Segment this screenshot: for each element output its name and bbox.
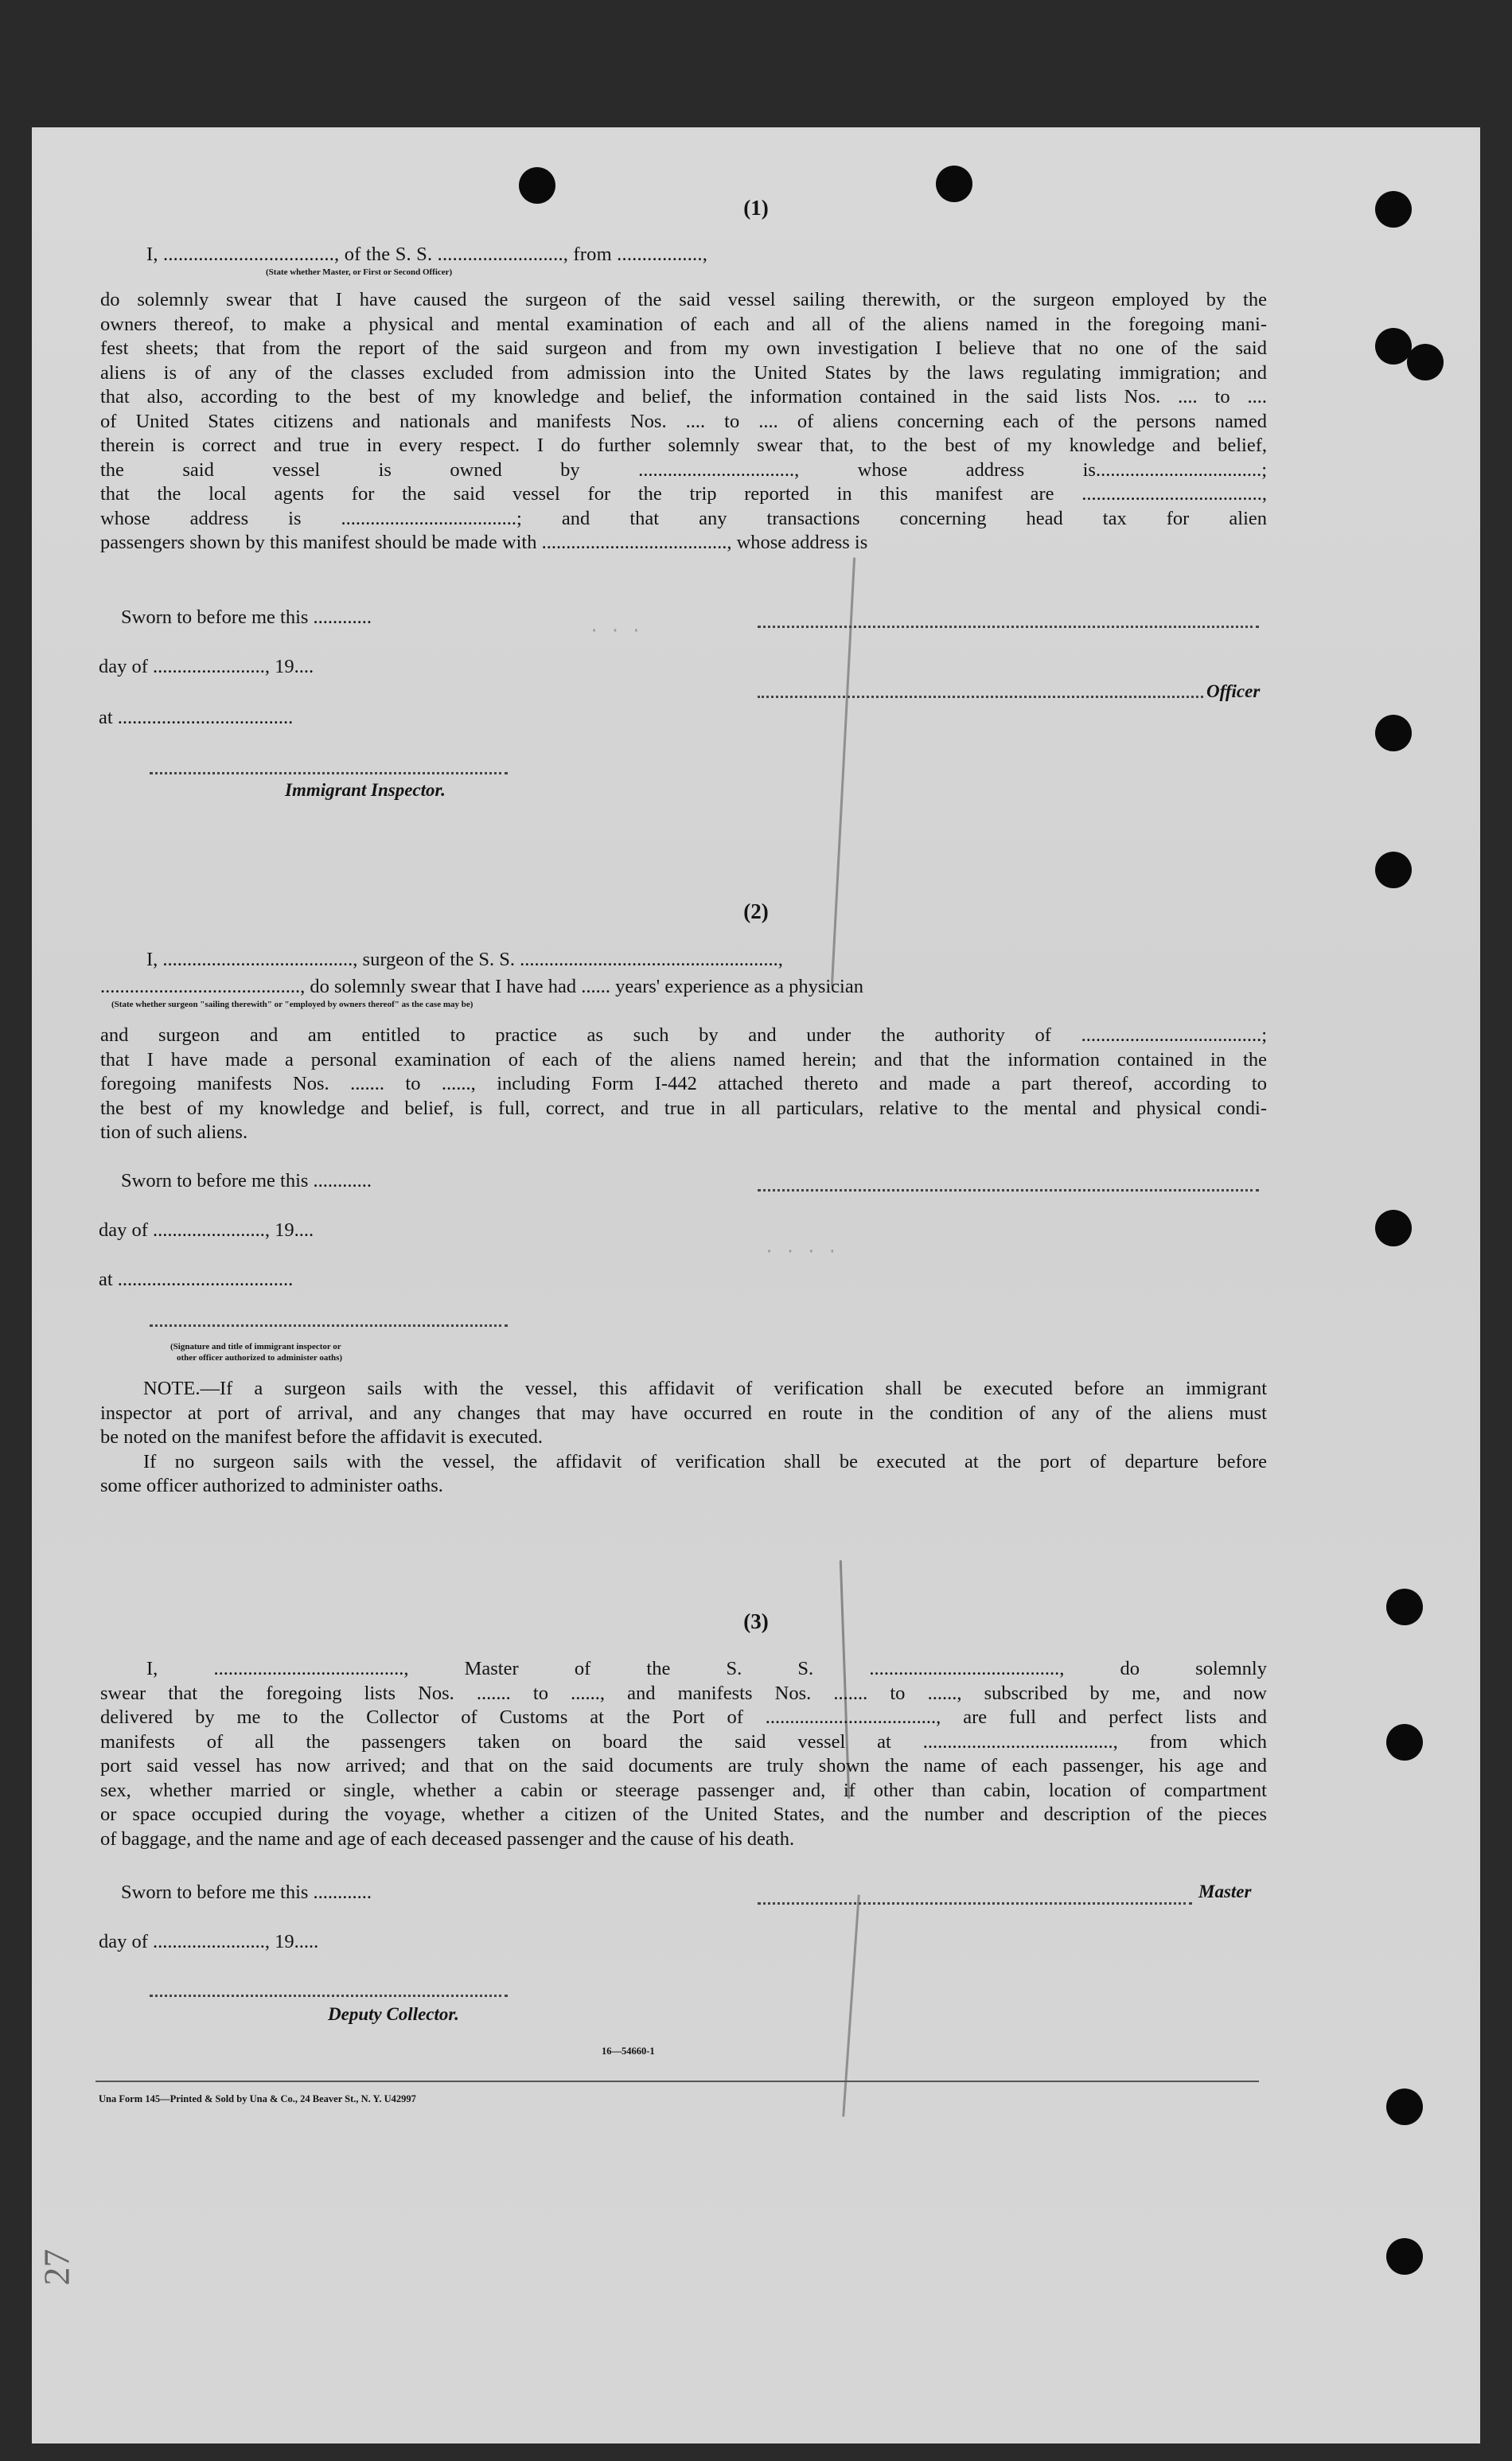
paragraph-line: I, ......................................., Master of the S. S. ......................................., do solemnly [146,1658,1267,1679]
section-1-number: (1) [743,196,769,220]
paragraph-line: owners thereof, to make a physical and mental examination of each and all of the aliens named in the foregoing mani- [100,313,1267,335]
punch-hole [1407,344,1444,380]
paragraph-line: tion of such aliens. [100,1121,248,1143]
paragraph-line: manifests of all the passengers taken on board the said vessel at ......................................., from which [100,1730,1267,1753]
section-2-note [100,1377,1267,1499]
punch-hole [1375,852,1412,888]
signature-line [150,1324,508,1327]
paragraph-line: aliens is of any of the classes excluded from admission into the United States by the laws regulating immigration; and [100,361,1267,384]
paragraph-line: of baggage, and the name and age of each deceased passenger and the cause of his death. [100,1827,795,1850]
punch-hole [1386,2089,1423,2125]
paragraph-line: port said vessel has now arrived; and that on the said documents are truly shown the name of each passenger, his age and [100,1755,1267,1777]
punch-hole [1375,328,1412,365]
signature-line [758,626,1259,628]
at-line: at .................................... [99,707,294,728]
margin-handwriting: 27 [36,2248,77,2286]
deputy-collector-label: Deputy Collector. [328,2004,459,2024]
section-1-paragraph [100,288,1267,556]
paragraph-line: do solemnly swear that I have caused the surgeon of the said vessel sailing therewith, or the surgeon employed by the [100,289,1267,310]
paragraph-line: delivered by me to the Collector of Customs at the Port of ..................................., are full and perfect lists and [100,1706,1267,1728]
section-1-intro: I, .................................., of the S. S. ........................., from ................., [146,244,708,265]
paragraph-line: sex, whether married or single, whether a cabin or steerage passenger and, if other than cabin, location of compartment [100,1779,1267,1801]
day-of-line: day of ......................., 19.... [99,656,314,677]
paragraph-line: that the local agents for the said vessel for the trip reported in this manifest are ....................................., [100,483,1267,505]
sworn-line: Sworn to before me this ............ [121,1170,372,1191]
paragraph-line: that also, according to the best of my knowledge and belief, the information contained in the said lists Nos. .... to .... [100,386,1267,408]
at-line: at .................................... [99,1269,294,1290]
form-code: 16—54660-1 [602,2046,655,2057]
section-3-paragraph [100,1657,1267,1851]
punch-hole [1386,2238,1423,2275]
signature-line [758,696,1203,698]
section-2-paragraph [100,1024,1267,1145]
day-of-line: day of ......................., 19.... [99,1219,314,1241]
paragraph-line: or space occupied during the voyage, whether a citizen of the United States, and the number and description of the pieces [100,1804,1267,1825]
signature-line [150,772,508,774]
printer-footer: Una Form 145—Printed & Sold by Una & Co., 24 Beaver St., N. Y. U42997 [99,2093,416,2104]
note-line: be noted on the manifest before the affidavit is executed. [100,1426,544,1448]
punch-hole [1386,1724,1423,1761]
signature-line [758,1189,1259,1191]
day-of-line: day of ......................., 19..... [99,1931,319,1952]
section-2-line2: ........................................., do solemnly swear that I have had ...... years' experience as a physician [100,976,863,997]
section-2-line2-note: (State whether surgeon "sailing therewith" or "employed by owners thereof" as the case may be) [111,1000,473,1009]
paragraph-line: foregoing manifests Nos. ....... to ......, including Form I-442 attached thereto and made a part thereof, according to [100,1073,1267,1094]
note-line: inspector at port of arrival, and any changes that may have occurred en route in the condition of any of the aliens must [100,1402,1267,1424]
bleed-through-text: · · · [589,621,642,641]
inspector-label: Immigrant Inspector. [285,780,446,800]
paragraph-line: whose address is ....................................; and that any transactions concerning head tax for alien [100,507,1267,529]
sworn-line: Sworn to before me this ............ [121,606,372,628]
bleed-through-text: · · · · [764,1242,838,1262]
note-line: If no surgeon sails with the vessel, the affidavit of verification shall be executed at the port of departure before [143,1450,1267,1472]
note-line: some officer authorized to administer oaths. [100,1475,443,1496]
paragraph-line: swear that the foregoing lists Nos. ....... to ......, and manifests Nos. ....... to ......, subscribed by me, and now [100,1682,1267,1704]
signature-line [758,1902,1192,1905]
paragraph-line: therein is correct and true in every respect. I do further solemnly swear that, to the best of my knowledge and belief, [100,435,1267,456]
note-line: NOTE.—If a surgeon sails with the vessel, this affidavit of verification shall be executed before an immigrant [143,1378,1267,1399]
paragraph-line: fest sheets; that from the report of the said surgeon and from my own investigation I believe that no one of the said [100,337,1267,359]
section-3-number: (3) [743,1609,769,1633]
officer-label: Officer [1206,681,1261,701]
signature-note: other officer authorized to administer oaths) [177,1353,343,1363]
paragraph-line: the said vessel is owned by ................................, whose address is..................................; [100,458,1267,481]
punch-hole [1375,715,1412,751]
signature-line [150,1995,508,1997]
paragraph-line: the best of my knowledge and belief, is full, correct, and true in all particulars, relative to the mental and physical condi- [100,1097,1267,1119]
paragraph-line: passengers shown by this manifest should be made with ......................................, whose address is [100,532,868,553]
footer-rule [95,2081,1259,2082]
section-2-number: (2) [743,899,769,923]
master-label: Master [1198,1882,1252,1901]
sworn-line: Sworn to before me this ............ [121,1882,372,1903]
paragraph-line: of United States citizens and nationals and manifests Nos. .... to .... of aliens concerning each of the persons named [100,410,1267,432]
paragraph-line: that I have made a personal examination of each of the aliens named herein; and that the information contained in the [100,1048,1267,1071]
signature-note: (Signature and title of immigrant inspector or [170,1342,341,1351]
section-1-intro-note: (State whether Master, or First or Second Officer) [266,267,453,277]
punch-hole [1375,1210,1412,1246]
section-2-line1: I, ......................................., surgeon of the S. S. ....................................................., [146,949,783,970]
paragraph-line: and surgeon and am entitled to practice as such by and under the authority of .....................................; [100,1024,1267,1046]
